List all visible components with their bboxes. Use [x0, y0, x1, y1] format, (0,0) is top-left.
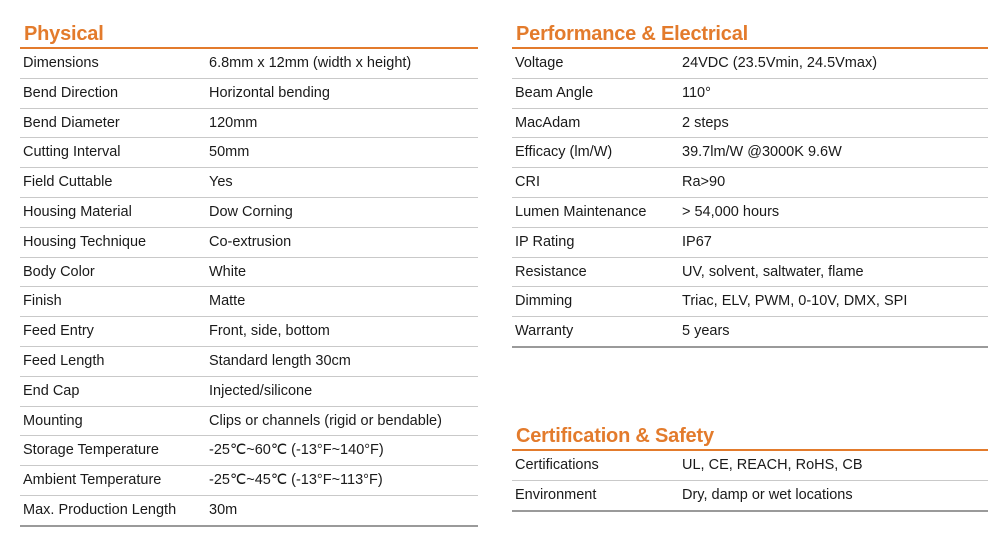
section-title: Performance & Electrical [512, 21, 988, 49]
row-value: UV, solvent, saltwater, flame [682, 263, 864, 280]
row-label: Storage Temperature [23, 442, 159, 459]
row-label: Resistance [515, 263, 587, 280]
performance-section [512, 21, 988, 348]
row-label: Feed Entry [23, 323, 94, 340]
table-row [512, 79, 988, 109]
table-row [20, 228, 478, 258]
row-label: CRI [515, 174, 540, 191]
table-row [512, 317, 988, 348]
row-value: -25℃~45℃ (-13°F~113°F) [209, 472, 383, 489]
row-label: Field Cuttable [23, 174, 113, 191]
table-row [20, 49, 478, 79]
row-value: Triac, ELV, PWM, 0-10V, DMX, SPI [682, 293, 908, 310]
row-label: Dimensions [23, 55, 99, 71]
row-label: Housing Material [23, 203, 132, 220]
row-value: Injected/silicone [209, 382, 313, 399]
row-label: Mounting [23, 412, 83, 429]
row-label: Ambient Temperature [23, 472, 162, 489]
row-label: Dimming [515, 293, 573, 310]
spec-table [512, 451, 988, 512]
section-title: Certification & Safety [512, 423, 988, 451]
row-label: Voltage [515, 55, 564, 71]
row-label: Cutting Interval [23, 144, 121, 161]
row-value: IP67 [682, 233, 712, 250]
certification-section [512, 423, 988, 512]
table-row [20, 377, 478, 407]
row-value: 120mm [209, 114, 258, 131]
table-row [20, 407, 478, 437]
row-value: 39.7lm/W @3000K 9.6W [682, 144, 842, 161]
row-label: Lumen Maintenance [515, 203, 647, 220]
table-row [20, 138, 478, 168]
row-value: Dow Corning [209, 203, 293, 220]
row-value: Standard length 30cm [209, 352, 351, 369]
row-label: Feed Length [23, 352, 105, 369]
row-label: Housing Technique [23, 233, 147, 250]
row-label: MacAdam [515, 114, 581, 131]
row-label: Body Color [23, 263, 95, 280]
row-value: Yes [209, 174, 233, 191]
table-row [512, 198, 988, 228]
row-value: 2 steps [682, 114, 729, 131]
table-row [20, 287, 478, 317]
table-row [512, 287, 988, 317]
table-row [20, 436, 478, 466]
row-label: Finish [23, 293, 62, 310]
table-row [20, 258, 478, 288]
table-row [20, 79, 478, 109]
row-label: Efficacy (lm/W) [515, 144, 613, 161]
row-value: 50mm [209, 144, 250, 161]
row-value: > 54,000 hours [682, 203, 780, 220]
table-row [20, 317, 478, 347]
table-row [20, 109, 478, 139]
section-title: Physical [20, 21, 478, 49]
table-row [20, 198, 478, 228]
row-label: Bend Direction [23, 84, 119, 101]
table-row [20, 466, 478, 496]
row-label: Bend Diameter [23, 114, 120, 131]
table-row [512, 109, 988, 139]
row-value: UL, CE, REACH, RoHS, CB [682, 457, 863, 473]
row-value: Clips or channels (rigid or bendable) [209, 412, 442, 429]
row-label: Certifications [515, 457, 599, 473]
row-value: Horizontal bending [209, 84, 330, 101]
row-value: 6.8mm x 12mm (width x height) [209, 55, 412, 71]
table-row [512, 258, 988, 288]
table-row [512, 451, 988, 481]
row-label: Environment [515, 486, 597, 503]
row-value: 110° [682, 84, 711, 101]
row-value: Co-extrusion [209, 233, 292, 250]
row-value: Ra>90 [682, 174, 726, 191]
row-label: Beam Angle [515, 84, 594, 101]
row-value: 5 years [682, 323, 730, 340]
table-row [20, 496, 478, 527]
spec-table [20, 49, 478, 527]
table-row [20, 347, 478, 377]
row-label: Max. Production Length [23, 501, 177, 518]
row-value: 30m [209, 501, 238, 518]
spec-table [512, 49, 988, 348]
table-row [512, 168, 988, 198]
physical-section [20, 21, 478, 527]
table-row [512, 138, 988, 168]
row-value: Matte [209, 293, 246, 310]
table-row [20, 168, 478, 198]
row-value: -25℃~60℃ (-13°F~140°F) [209, 442, 384, 459]
row-label: IP Rating [515, 233, 575, 250]
table-row [512, 228, 988, 258]
row-value: Dry, damp or wet locations [682, 486, 853, 503]
table-row [512, 49, 988, 79]
row-value: White [209, 263, 247, 280]
row-label: Warranty [515, 323, 574, 340]
row-value: 24VDC (23.5Vmin, 24.5Vmax) [682, 55, 878, 71]
table-row [512, 481, 988, 512]
row-value: Front, side, bottom [209, 323, 330, 340]
row-label: End Cap [23, 382, 80, 399]
